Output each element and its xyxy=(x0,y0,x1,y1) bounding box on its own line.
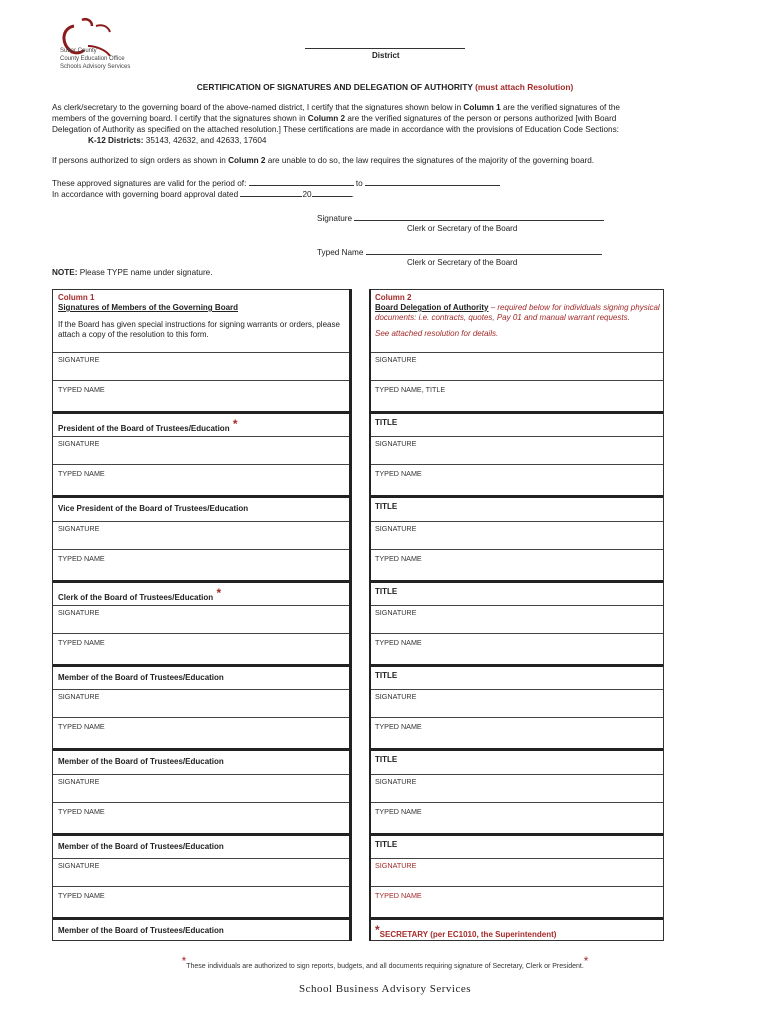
title-note: (must attach Resolution) xyxy=(475,82,574,92)
signature-input[interactable] xyxy=(370,533,663,547)
typed-name-label: TYPED NAME xyxy=(58,807,105,816)
signature-field[interactable] xyxy=(354,212,604,221)
title-label: TITLE xyxy=(375,587,398,596)
role-divider xyxy=(53,495,351,498)
p2-b: are unable to do so, the law requires the signatures of the majority of the governing board. xyxy=(265,156,595,165)
signature-label: SIGNATURE xyxy=(58,861,100,870)
typed-name-input[interactable] xyxy=(370,731,663,745)
typed-name-divider xyxy=(53,464,351,465)
typed-name-divider xyxy=(370,633,663,634)
logo-line-1: Sutter County xyxy=(60,48,97,54)
signature-input[interactable] xyxy=(53,364,351,378)
footnote-text: These individuals are authorized to sign reports, budgets, and all documents requiring signature of Secretary, Clerk or President. xyxy=(186,963,584,970)
typed-name-label: TYPED NAME xyxy=(375,469,422,478)
footnote-star-left: * xyxy=(181,954,187,968)
signature-row-top xyxy=(370,689,663,690)
title-label: TITLE xyxy=(375,671,398,680)
typed-name-input[interactable] xyxy=(370,816,663,830)
title-label: TITLE xyxy=(375,755,398,764)
signature-input[interactable] xyxy=(53,617,351,631)
typed-name-input[interactable] xyxy=(370,478,663,492)
footer-org: School Business Advisory Services xyxy=(298,983,472,995)
valid-to-field[interactable] xyxy=(365,177,500,186)
column-1-table xyxy=(52,289,352,941)
column-2-note: required below for individuals signing physical documents: i.e. contracts, quotes, Pay 01 and manual warrant requests. xyxy=(375,303,660,322)
signature-row-top xyxy=(370,605,663,606)
required-star: * xyxy=(229,417,238,431)
p1-d: are the verified signatures of the person or persons authorized [with Board xyxy=(345,114,617,123)
signature-label: SIGNATURE xyxy=(375,524,417,533)
column-2-see-attached: See attached resolution for details. xyxy=(375,329,499,338)
signature-input[interactable] xyxy=(370,448,663,462)
column-1-instructions: If the Board has given special instructions for signing warrants or orders, please attach a copy of the resolution to this form. xyxy=(58,320,340,339)
p1-b: are the verified signatures of the xyxy=(500,103,620,112)
typed-name-label: TYPED NAME xyxy=(375,554,422,563)
signature-row-top xyxy=(53,605,351,606)
typed-name-divider xyxy=(370,549,663,550)
board-role: Clerk of the Board of Trustees/Education * xyxy=(58,586,222,602)
signature-input[interactable] xyxy=(370,617,663,631)
signature-row-top xyxy=(53,774,351,775)
signature-input[interactable] xyxy=(370,786,663,800)
p2-a: If persons authorized to sign orders as shown in xyxy=(52,156,229,165)
column-2-table xyxy=(369,289,664,941)
signature-label: SIGNATURE xyxy=(58,524,100,533)
typed-name-divider xyxy=(53,633,351,634)
valid-from-field[interactable] xyxy=(249,177,354,186)
typed-name-divider xyxy=(370,717,663,718)
p1-c: members of the governing board. I certify that the signatures shown in xyxy=(52,114,308,123)
page-title xyxy=(0,82,770,92)
role-divider xyxy=(53,748,351,751)
typed-name-divider xyxy=(53,886,351,887)
typed-name-label: TYPED NAME xyxy=(58,891,105,900)
typed-name-label: TYPED NAME xyxy=(375,807,422,816)
secretary-title xyxy=(375,923,557,940)
typed-name-input[interactable] xyxy=(370,900,663,914)
board-role: Member of the Board of Trustees/Education xyxy=(58,842,224,851)
column-2-header xyxy=(370,290,663,342)
logo-line-3: Schools Advisory Services xyxy=(60,64,131,70)
signature-input[interactable] xyxy=(53,533,351,547)
signature-row-top xyxy=(53,689,351,690)
title-divider xyxy=(370,495,663,498)
note-label: NOTE: xyxy=(52,268,78,277)
typed-name-divider xyxy=(370,464,663,465)
footnote xyxy=(0,954,770,971)
typed-name-divider xyxy=(53,549,351,550)
title-text: CERTIFICATION OF SIGNATURES AND DELEGATION OF AUTHORITY xyxy=(196,82,473,92)
title-divider xyxy=(370,664,663,667)
column-1-heading: Signatures of Members of the Governing Board xyxy=(58,303,239,312)
title-label: TITLE xyxy=(375,502,398,511)
logo-line-2: County Education Office xyxy=(60,56,125,62)
footnote-star-right: * xyxy=(583,954,589,968)
role-divider xyxy=(53,833,351,836)
title-divider xyxy=(370,833,663,836)
typed-name-row xyxy=(317,246,602,257)
signature-input[interactable] xyxy=(53,448,351,462)
typed-name-divider xyxy=(53,802,351,803)
signature-row-top xyxy=(370,774,663,775)
signature-row xyxy=(317,212,604,223)
signature-row-top xyxy=(53,436,351,437)
typed-name-label: TYPED NAME xyxy=(375,722,422,731)
typed-name-input[interactable] xyxy=(370,647,663,661)
role-divider xyxy=(53,917,351,920)
typed-name-label: TYPED NAME xyxy=(375,891,422,900)
board-role: Vice President of the Board of Trustees/Education xyxy=(58,504,249,513)
valid-period-row xyxy=(52,177,500,188)
district-label: District xyxy=(372,51,400,60)
typed-name-input[interactable] xyxy=(53,816,351,830)
typed-name-label: TYPED NAME xyxy=(58,638,105,647)
p1-col2: Column 2 xyxy=(307,114,346,123)
column-2-edge xyxy=(369,289,371,941)
typed-name-input[interactable] xyxy=(53,900,351,914)
required-star: * xyxy=(375,923,380,937)
p1-codes: 35143, 42632, and 42633, 17604 xyxy=(143,136,267,145)
p1-e: Delegation of Authority as specified on the attached resolution.] These certifications are made in accordance with the provisions of Education Code Sections: xyxy=(52,125,619,134)
approval-year-prefix: 20 xyxy=(302,190,312,199)
typed-name-divider xyxy=(370,802,663,803)
required-star: * xyxy=(213,586,222,600)
approval-label: In accordance with governing board approval dated xyxy=(52,190,239,199)
typed-name-label: TYPED NAME xyxy=(58,469,105,478)
signature-row-top xyxy=(53,521,351,522)
signature-label: SIGNATURE xyxy=(58,355,100,364)
typed-name-label: TYPED NAME xyxy=(58,385,105,394)
signature-label: SIGNATURE xyxy=(58,777,100,786)
board-role: Member of the Board of Trustees/Education xyxy=(58,673,224,682)
typed-name-input[interactable] xyxy=(53,647,351,661)
district-field[interactable] xyxy=(305,40,465,49)
p2-col2: Column 2 xyxy=(228,156,266,165)
typed-name-divider xyxy=(53,717,351,718)
typed-name-divider xyxy=(370,380,663,381)
signature-row-top xyxy=(370,521,663,522)
title-label: TITLE xyxy=(375,418,398,427)
title-divider xyxy=(370,748,663,751)
typed-name-input[interactable] xyxy=(370,563,663,577)
signature-input[interactable] xyxy=(370,701,663,715)
signature-label: SIGNATURE xyxy=(58,439,100,448)
title-divider xyxy=(370,917,663,920)
typed-name-divider xyxy=(370,886,663,887)
signature-input[interactable] xyxy=(53,870,351,884)
valid-label: These approved signatures are valid for the period of: xyxy=(52,179,247,188)
typed-name-label: TYPED NAME, TITLE xyxy=(375,385,446,394)
title-label: TITLE xyxy=(375,840,398,849)
role-divider xyxy=(53,580,351,583)
signature-row-top xyxy=(370,352,663,353)
board-role: Member of the Board of Trustees/Education xyxy=(58,757,224,766)
signature-row-top xyxy=(370,858,663,859)
signature-input[interactable] xyxy=(370,870,663,884)
approval-date-field[interactable] xyxy=(240,188,302,197)
title-divider xyxy=(370,411,663,414)
role-divider xyxy=(53,411,351,414)
valid-to-label: to xyxy=(355,179,363,188)
p1-k12: K-12 Districts: xyxy=(88,136,144,145)
typed-name-input[interactable] xyxy=(53,394,351,408)
signature-label: SIGNATURE xyxy=(58,608,100,617)
board-role: President of the Board of Trustees/Education * xyxy=(58,417,238,433)
column-1-edge xyxy=(349,289,352,941)
typed-name-field[interactable] xyxy=(366,246,602,255)
note xyxy=(52,268,213,277)
typed-name-divider xyxy=(53,380,351,381)
typed-name-sub: Clerk or Secretary of the Board xyxy=(407,258,518,267)
signature-sub: Clerk or Secretary of the Board xyxy=(407,224,518,233)
typed-name-input[interactable] xyxy=(53,563,351,577)
typed-name-label: TYPED NAME xyxy=(375,638,422,647)
secretary-text: SECRETARY (per EC1010, the Superintendent) xyxy=(379,930,557,939)
signature-input[interactable] xyxy=(370,364,663,378)
signature-label: Signature xyxy=(317,214,353,223)
column-1-label: Column 1 xyxy=(58,293,95,302)
signature-label: SIGNATURE xyxy=(375,861,417,870)
signature-label: SIGNATURE xyxy=(58,692,100,701)
p1-a: As clerk/secretary to the governing board of the above-named district, I certify that the signatures shown below in xyxy=(52,103,464,112)
approval-year-field[interactable] xyxy=(312,188,352,197)
typed-name-label: TYPED NAME xyxy=(58,722,105,731)
board-role: Member of the Board of Trustees/Education xyxy=(58,926,224,935)
signature-label: SIGNATURE xyxy=(375,777,417,786)
typed-name-input[interactable] xyxy=(370,394,663,408)
majority-paragraph xyxy=(52,155,672,166)
signature-row-top xyxy=(370,436,663,437)
title-divider xyxy=(370,580,663,583)
signature-label: SIGNATURE xyxy=(375,692,417,701)
signature-label: SIGNATURE xyxy=(375,439,417,448)
typed-name-input[interactable] xyxy=(53,731,351,745)
p1-col1: Column 1 xyxy=(463,103,501,112)
signature-row-top xyxy=(53,858,351,859)
certification-paragraph xyxy=(52,102,672,146)
note-text: Please TYPE name under signature. xyxy=(77,268,213,277)
signature-label: SIGNATURE xyxy=(375,355,417,364)
column-2-heading: Board Delegation of Authority xyxy=(375,303,489,312)
signature-row-top xyxy=(53,352,351,353)
column-1-header xyxy=(53,290,351,343)
signature-label: SIGNATURE xyxy=(375,608,417,617)
typed-name-label: Typed Name xyxy=(317,248,364,257)
signature-input[interactable] xyxy=(53,786,351,800)
approval-date-row: In accordance with governing board approval dated 20 . xyxy=(52,190,354,199)
column-2-dash: – xyxy=(488,303,498,312)
column-2-label: Column 2 xyxy=(375,293,412,302)
signature-input[interactable] xyxy=(53,701,351,715)
role-divider xyxy=(53,664,351,667)
typed-name-input[interactable] xyxy=(53,478,351,492)
typed-name-label: TYPED NAME xyxy=(58,554,105,563)
